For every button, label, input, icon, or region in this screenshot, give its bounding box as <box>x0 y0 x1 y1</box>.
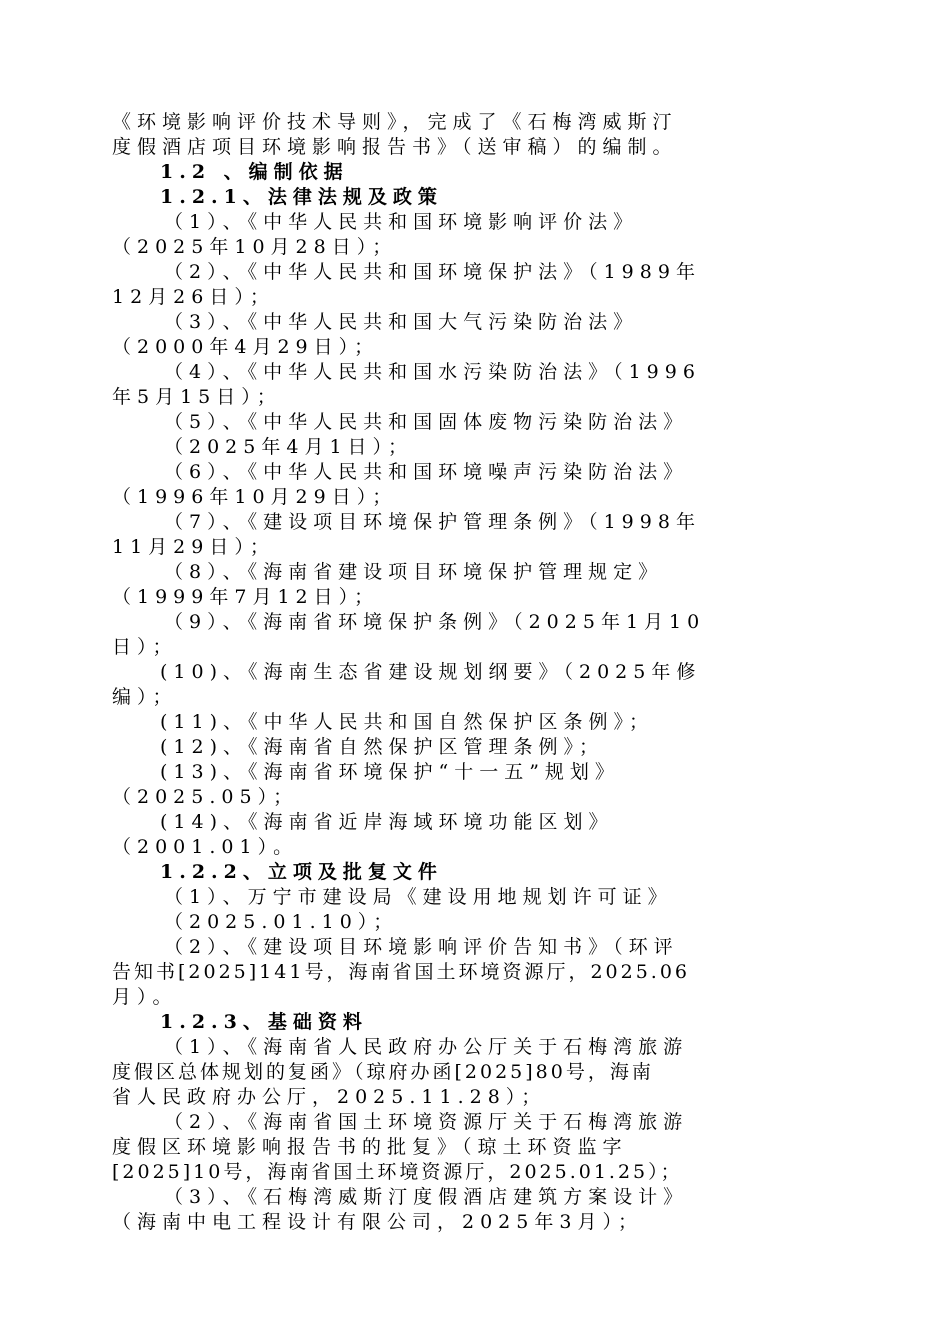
subsection-heading: 1.2.1、法律法规及政策 <box>160 186 443 208</box>
list-item-continuation: （1999年7月12日）； <box>112 586 380 608</box>
list-item: （2）、《建设项目环境影响评价告知书》（环评 <box>164 936 679 958</box>
body-text: 度假酒店项目环境影响报告书》（送审稿）的编制。 <box>112 136 678 158</box>
subsection-heading: 1.2.2、立项及批复文件 <box>160 861 443 883</box>
list-item: （7）、《建设项目环境保护管理条例》（1998年 <box>164 511 701 533</box>
list-item: (11)、《中华人民共和国自然保护区条例》； <box>160 711 655 733</box>
list-item: （1）、《海南省人民政府办公厅关于石梅湾旅游 <box>164 1036 689 1058</box>
list-item: （5）、《中华人民共和国固体废物污染防治法》 <box>164 411 689 433</box>
list-item-continuation: （2025年10月28日）； <box>112 236 398 258</box>
document-page <box>112 110 834 1235</box>
list-item-continuation: （海南中电工程设计有限公司，2025年3月）； <box>112 1211 643 1233</box>
list-item: (14)、《海南省近岸海域环境功能区划》 <box>160 811 614 833</box>
list-item: （9）、《海南省环境保护条例》（2025年1月10 <box>164 611 706 633</box>
list-item-continuation: 12月26日）； <box>112 286 275 308</box>
list-item: （2）、《中华人民共和国环境保护法》（1989年 <box>164 261 701 283</box>
list-item: （2）、《海南省国土环境资源厅关于石梅湾旅游 <box>164 1111 689 1133</box>
list-item-continuation: 度假区总体规划的复函》（琼府办函[2025]80号，海南 <box>112 1061 654 1083</box>
list-item: （3）、《石梅湾威斯汀度假酒店建筑方案设计》 <box>164 1186 689 1208</box>
list-item-continuation: （2025.01.10）； <box>164 911 399 933</box>
list-item: （3）、《中华人民共和国大气污染防治法》 <box>164 311 639 333</box>
list-item: （1）、万宁市建设局《建设用地规划许可证》 <box>164 886 673 908</box>
list-item: （6）、《中华人民共和国环境噪声污染防治法》 <box>164 461 689 483</box>
section-heading: 1.2 、编制依据 <box>160 161 349 183</box>
list-item-continuation: （2025.05）； <box>112 786 299 808</box>
list-item-continuation: 11月29日）； <box>112 536 275 558</box>
body-text: 《环境影响评价技术导则》，完成了《石梅湾威斯汀 <box>112 111 678 133</box>
list-item-continuation: （2025年4月1日）； <box>164 436 414 458</box>
list-item-continuation: 编）； <box>112 686 178 708</box>
list-item-continuation: （2000年4月29日）； <box>112 336 380 358</box>
list-item-continuation: 月）。 <box>112 986 178 1008</box>
list-item-continuation: 省人民政府办公厅，2025.11.28）； <box>112 1086 547 1108</box>
list-item-continuation: （1996年10月29日）； <box>112 486 398 508</box>
subsection-heading: 1.2.3、基础资料 <box>160 1011 368 1033</box>
list-item-continuation: 告知书[2025]141号，海南省国土环境资源厅，2025.06 <box>112 961 691 983</box>
list-item: (10)、《海南生态省建设规划纲要》（2025年修 <box>160 661 702 683</box>
list-item-continuation: 日）； <box>112 636 178 658</box>
list-item-continuation: [2025]10号，海南省国土环境资源厅，2025.01.25）； <box>112 1161 683 1183</box>
list-item: (13)、《海南省环境保护“十一五”规划》 <box>160 761 620 783</box>
list-item-continuation: 年5月15日）； <box>112 386 282 408</box>
list-item: （8）、《海南省建设项目环境保护管理规定》 <box>164 561 664 583</box>
list-item-continuation: 度假区环境影响报告书的批复》（琼土环资监字 <box>112 1136 628 1158</box>
list-item-continuation: （2001.01）。 <box>112 836 299 858</box>
list-item: (12)、《海南省自然保护区管理条例》； <box>160 736 605 758</box>
list-item: （4）、《中华人民共和国水污染防治法》（1996 <box>164 361 701 383</box>
list-item: （1）、《中华人民共和国环境影响评价法》 <box>164 211 639 233</box>
